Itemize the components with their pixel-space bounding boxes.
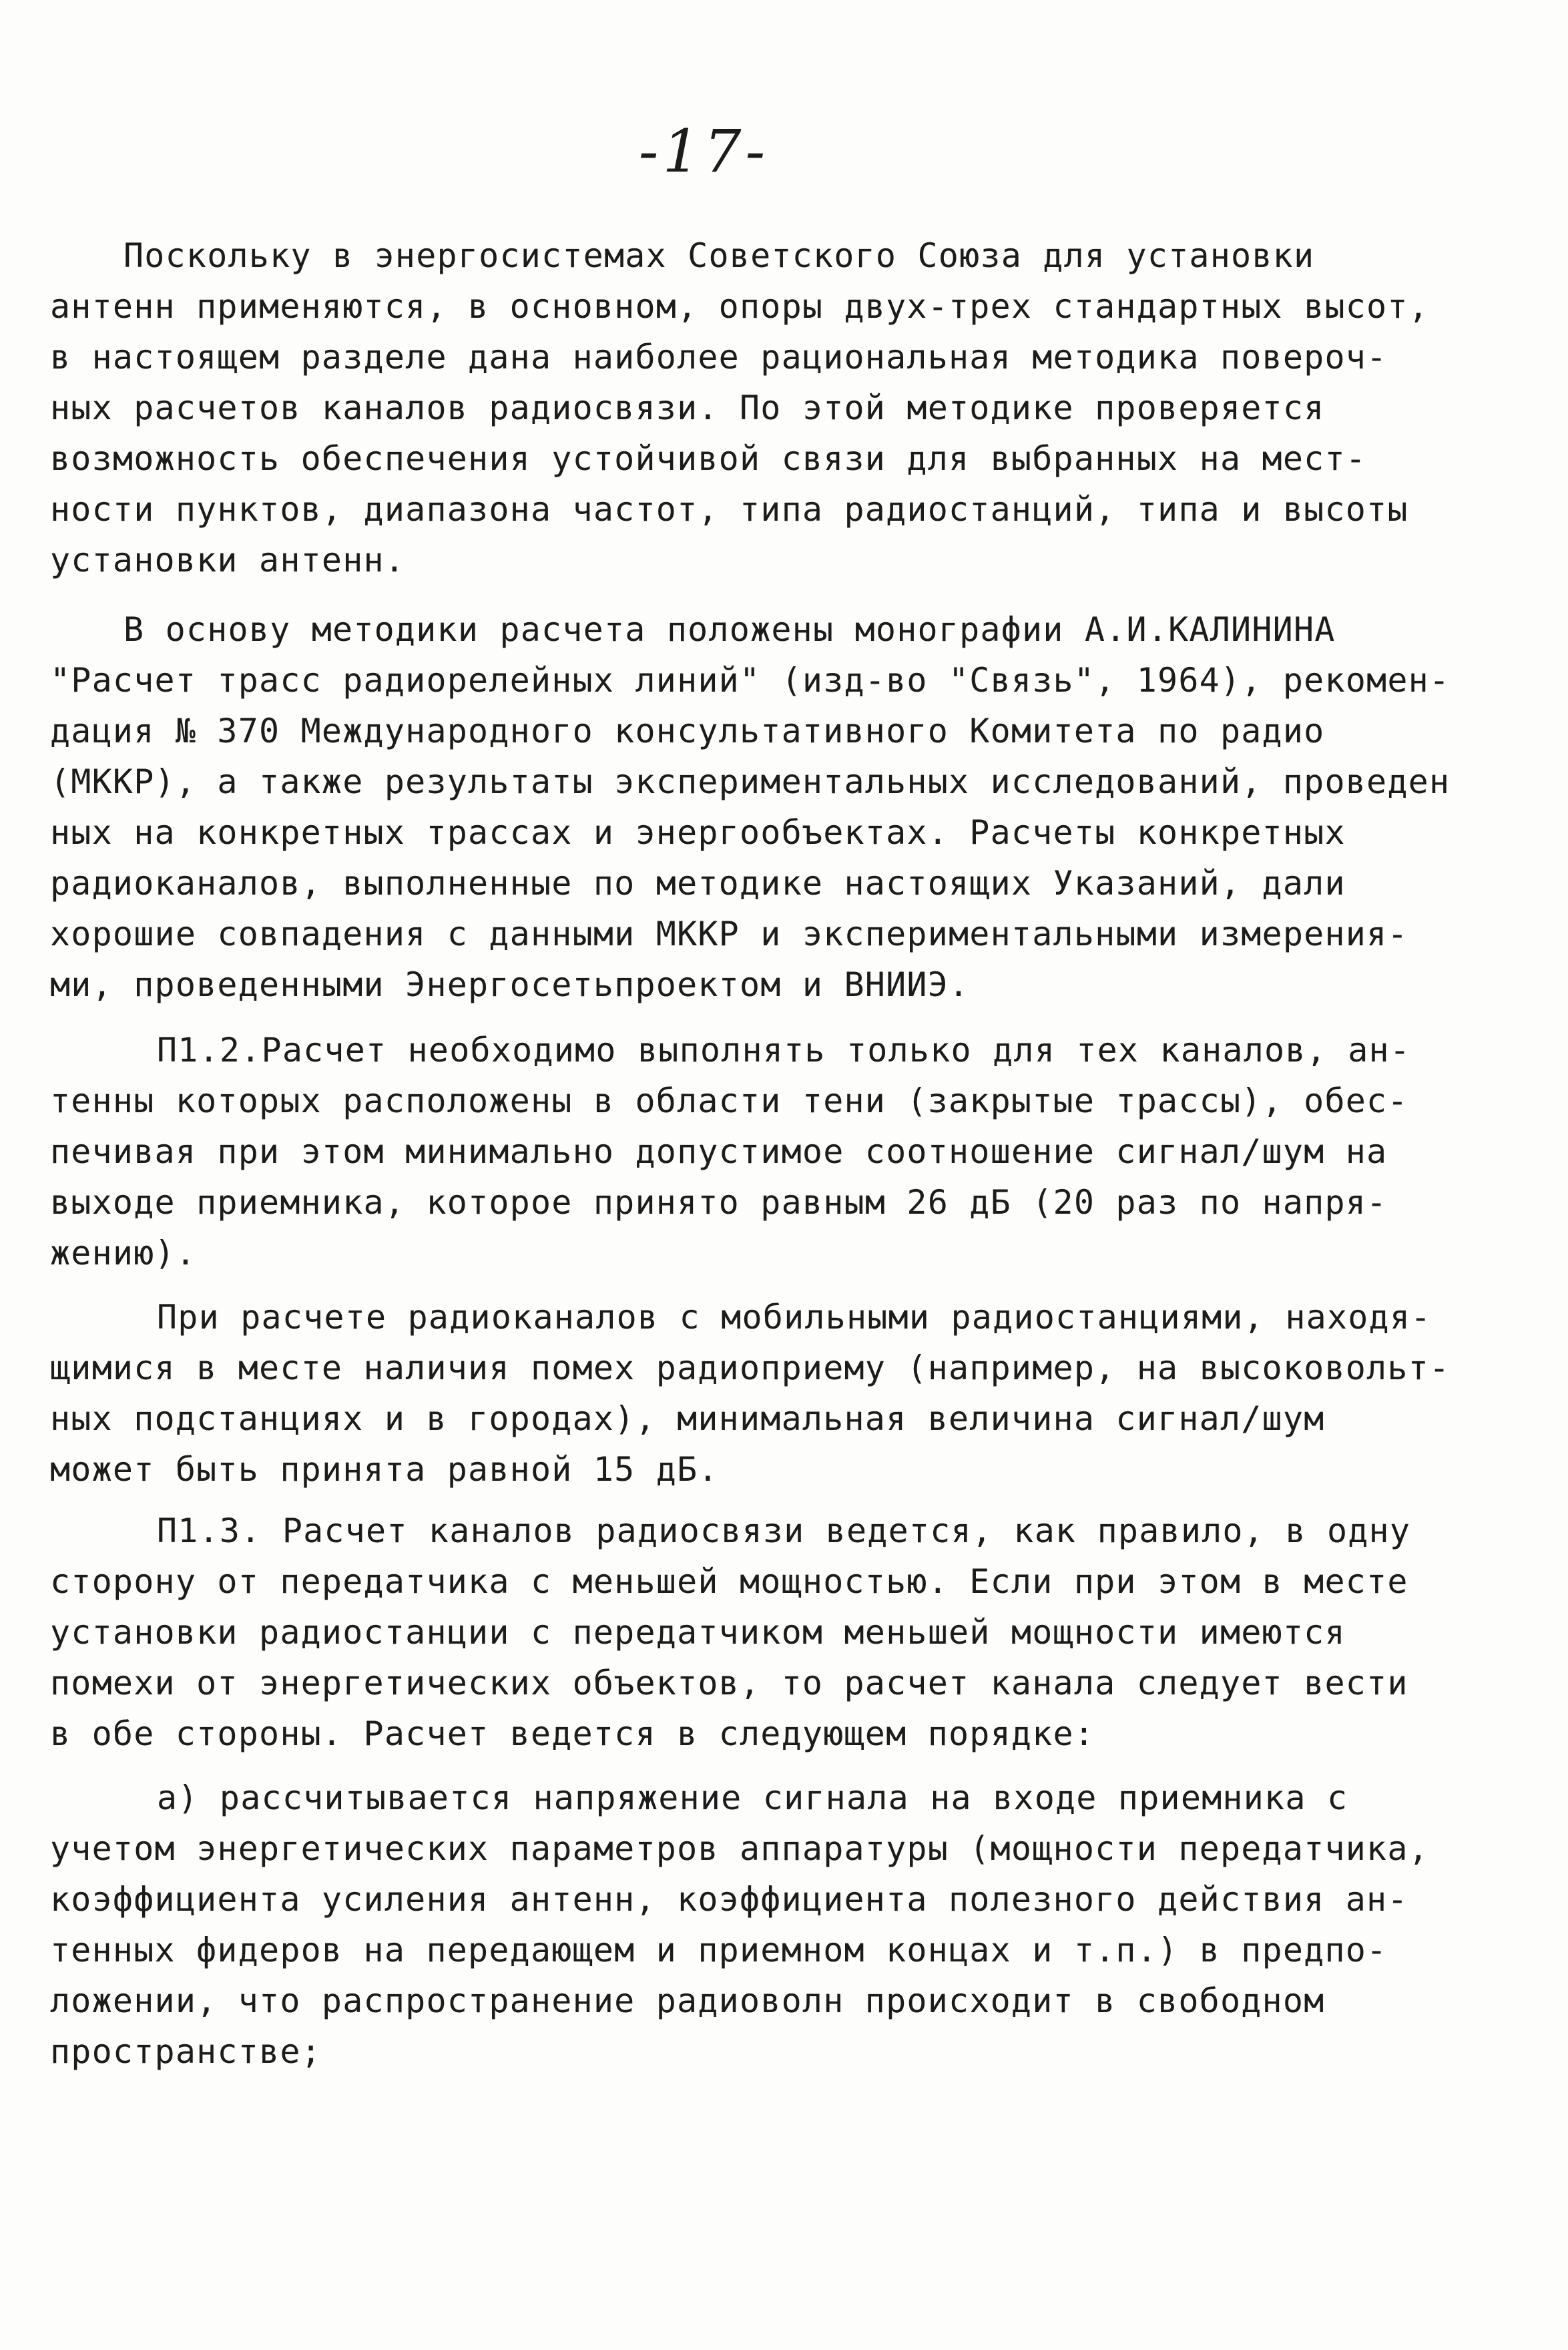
text-line: ности пунктов, диапазона частот, типа радиостанций, типа и высоты <box>50 490 1408 529</box>
paragraph-section-p1-3 <box>50 1505 1459 1759</box>
text-line: печивая при этом минимально допустимое соотношение сигнал/шум на <box>50 1132 1388 1171</box>
page-number: -17- <box>638 117 770 186</box>
text-line: радиоканалов, выполненные по методике настоящих Указаний, дали <box>50 864 1346 903</box>
text-line: ных на конкретных трассах и энергообъектах. Расчеты конкретных <box>50 813 1346 852</box>
text-line: П1.2.Расчет необходимо выполнять только для тех каналов, ан- <box>157 1031 1411 1070</box>
text-line: Поскольку в энергосистемах Советского Союза для установки <box>123 236 1315 275</box>
paragraph-intro <box>50 230 1459 585</box>
text-line: учетом энергетических параметров аппаратуры (мощности передатчика, <box>50 1829 1429 1868</box>
paragraph-methodology-basis <box>50 604 1459 1010</box>
text-line: тенны которых расположены в области тени (закрытые трассы), обес- <box>50 1082 1408 1120</box>
text-line: дация № 370 Международного консультативного Комитета по радио <box>50 712 1325 750</box>
text-line: в настоящем разделе дана наиболее рациональная методика повероч- <box>50 338 1388 377</box>
text-line: установки радиостанции с передатчиком меньшей мощности имеются <box>50 1613 1346 1652</box>
text-line: П1.3. Расчет каналов радиосвязи ведется, как правило, в одну <box>157 1511 1411 1550</box>
text-line: установки антенн. <box>50 541 406 579</box>
text-line: ми, проведенными Энергосетьпроектом и ВНИИЭ. <box>50 965 970 1004</box>
text-line: возможность обеспечения устойчивой связи для выбранных на мест- <box>50 439 1367 478</box>
paragraph-mobile-stations <box>50 1292 1459 1495</box>
text-line: антенн применяются, в основном, опоры двух-трех стандартных высот, <box>50 287 1429 326</box>
text-line: пространстве; <box>50 2032 322 2071</box>
text-line: может быть принята равной 15 дБ. <box>50 1450 719 1489</box>
text-line: выходе приемника, которое принято равным 26 дБ (20 раз по напря- <box>50 1183 1388 1222</box>
text-line: "Расчет трасс радиорелейных линий" (изд-во "Связь", 1964), рекомен- <box>50 661 1451 700</box>
text-line: хорошие совпадения с данными МККР и экспериментальными измерения- <box>50 915 1408 953</box>
text-line: (МККР), а также результаты экспериментальных исследований, проведен <box>50 762 1451 801</box>
text-line: При расчете радиоканалов с мобильными радиостанциями, находя- <box>157 1298 1432 1337</box>
text-line: тенных фидеров на передающем и приемном концах и т.п.) в предпо- <box>50 1931 1388 1969</box>
text-line: щимися в месте наличия помех радиоприему (например, на высоковольт- <box>50 1349 1451 1387</box>
text-line: ных подстанциях и в городах), минимальная величина сигнал/шум <box>50 1399 1325 1438</box>
text-line: коэффициента усиления антенн, коэффициента полезного действия ан- <box>50 1880 1408 1919</box>
paragraph-item-a <box>50 1773 1459 2077</box>
paragraph-section-p1-2 <box>50 1025 1459 1278</box>
text-line: в обе стороны. Расчет ведется в следующем порядке: <box>50 1714 1095 1753</box>
text-line: жению). <box>50 1234 197 1272</box>
text-line: В основу методики расчета положены монографии А.И.КАЛИНИНА <box>123 610 1336 649</box>
text-line: сторону от передатчика с меньшей мощностью. Если при этом в месте <box>50 1562 1408 1601</box>
text-line: помехи от энергетических объектов, то расчет канала следует вести <box>50 1664 1408 1702</box>
text-line: ных расчетов каналов радиосвязи. По этой методике проверяется <box>50 389 1325 427</box>
text-line: а) рассчитывается напряжение сигнала на входе приемника с <box>157 1779 1348 1817</box>
text-line: ложении, что распространение радиоволн происходит в свободном <box>50 1981 1325 2020</box>
